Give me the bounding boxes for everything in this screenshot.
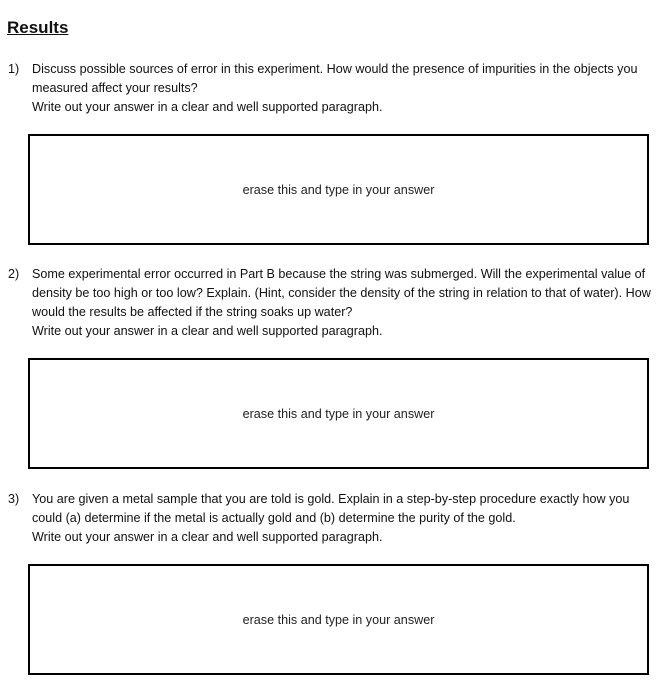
question-number: 3) [8,492,20,506]
question-prompt: Some experimental error occurred in Part B because the string was submerged. Will the experimental value of density be too high or too low? Explain. (Hint, consider the density of the string in relation to that of water). How would the results be affected if the string soaks up water? [32,267,651,319]
answer-placeholder[interactable]: erase this and type in your answer [242,612,435,627]
question-number: 2) [8,267,20,281]
question-instruction: Write out your answer in a clear and well supported paragraph. [32,530,383,544]
question-1 [8,60,653,117]
question-prompt: You are given a metal sample that you are told is gold. Explain in a step-by-step procedure exactly how you could (a) determine if the metal is actually gold and (b) determine the purity of the gold. [32,492,630,525]
question-number: 1) [8,62,20,76]
question-instruction: Write out your answer in a clear and well supported paragraph. [32,100,383,114]
question-instruction: Write out your answer in a clear and well supported paragraph. [32,324,383,338]
answer-placeholder[interactable]: erase this and type in your answer [242,182,435,197]
answer-box-1[interactable] [28,134,649,245]
question-prompt: Discuss possible sources of error in this experiment. How would the presence of impurities in the objects you measured affect your results? [32,62,638,95]
answer-placeholder[interactable]: erase this and type in your answer [242,406,435,421]
section-heading: Results [7,18,69,37]
question-3 [8,490,653,547]
answer-box-3[interactable] [28,564,649,675]
answer-box-2[interactable] [28,358,649,469]
question-2 [8,265,653,341]
